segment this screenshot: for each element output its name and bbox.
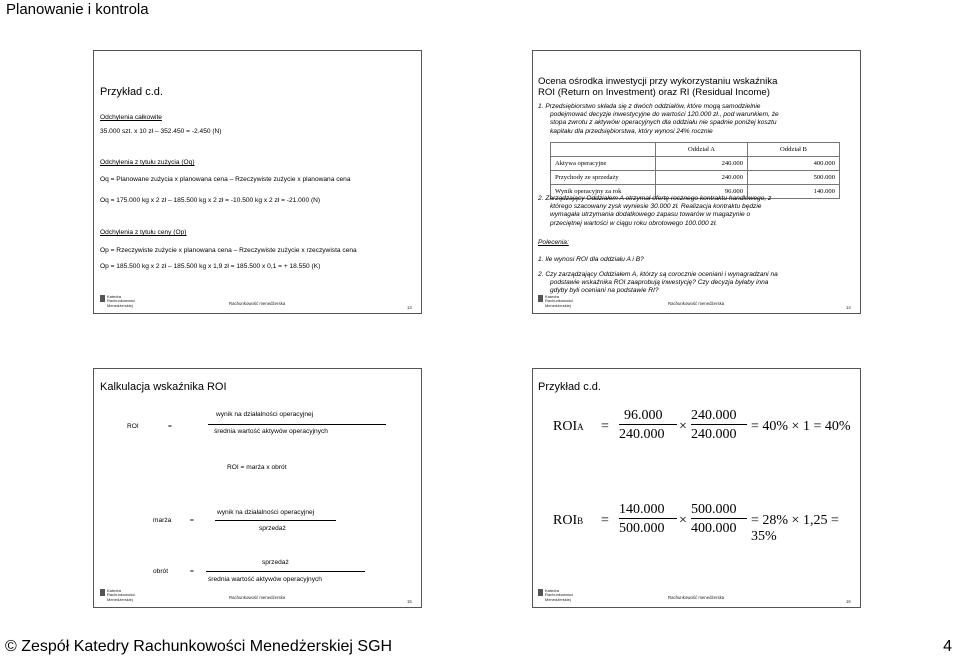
slide-14 bbox=[532, 50, 861, 314]
roi-label: ROI bbox=[127, 423, 139, 430]
footer-label: Rachunkowość menedżerska bbox=[229, 301, 286, 306]
page-header: Planowanie i kontrola bbox=[6, 1, 149, 18]
roi-denominator: średnia wartość aktywów operacyjnych bbox=[214, 428, 328, 435]
slide-title: Kalkulacja wskaźnika ROI bbox=[100, 381, 227, 393]
marza-denominator: sprzedaż bbox=[259, 525, 286, 532]
fraction-bar bbox=[691, 518, 747, 519]
times-sign: × bbox=[679, 513, 687, 528]
roi-a-numerator-2: 240.000 bbox=[691, 408, 737, 423]
slide-15 bbox=[93, 368, 422, 608]
roi-numerator: wynik na działalności operacyjnej bbox=[216, 411, 314, 418]
text-line: Odchylenia z tytułu ceny (Op) bbox=[100, 229, 187, 236]
slide-13 bbox=[93, 50, 422, 314]
page-number: 15 bbox=[407, 599, 412, 604]
obrot-numerator: sprzedaż bbox=[262, 559, 289, 566]
text-line: Odchylenia z tytułu zużycia (Oq) bbox=[100, 159, 195, 166]
roi-a-label: ROIA bbox=[553, 419, 584, 434]
text-line: Op = 185.500 kg x 2 zł – 185.500 kg x 1,9 zł = 185.500 x 0,1 = + 18.550 (K) bbox=[100, 263, 321, 270]
table-row: Wynik operacyjny za rok 96.000 140.000 bbox=[551, 185, 840, 199]
question-2: 2. Czy zarządzający Oddziałem A, którzy są corocznie oceniani i wynagradzani na podstawie wskaźnika ROI zaaprobują inwestycję? Czy decyzja byłaby inna gdyby byli oceniani na podstawie RI? bbox=[538, 271, 778, 295]
text-line: Odchylenia całkowite bbox=[100, 114, 162, 121]
page-number: 14 bbox=[846, 305, 851, 310]
page-number: 13 bbox=[407, 305, 412, 310]
department-logo: Katedra Rachunkowości Menedżerskiej bbox=[538, 589, 573, 602]
fraction-bar bbox=[215, 520, 336, 521]
data-table bbox=[550, 142, 840, 199]
roi-b-result: = 28% × 1,25 = 35% bbox=[751, 513, 839, 544]
marza-numerator: wynik na działalności operacyjnej bbox=[217, 509, 315, 516]
roi-a-result: = 40% × 1 = 40% bbox=[751, 419, 851, 434]
paragraph-1: 1. Przedsiębiorstwo składa się z dwóch oddziałów, które mogą samodzielnie podejmować decyzje inwestycyjne do wartości 120.000 zł., pod warunkiem, że stopa zwrotu z aktywów operacyjnych dla oddziału nie spadnie poniżej kosztu kapitału dla przedsiębiorstwa, który wynosi 24% rocznie bbox=[538, 103, 779, 135]
roi-formula: ROI = marża x obrót bbox=[227, 464, 287, 471]
slide-16 bbox=[532, 368, 861, 608]
footer-copyright: © Zespół Katedry Rachunkowości Menedżerskiej SGH bbox=[5, 638, 393, 655]
footer-label: Rachunkowość menedżerska bbox=[668, 595, 725, 600]
footer-page-number: 4 bbox=[943, 638, 952, 655]
fraction-bar bbox=[619, 424, 677, 425]
roi-b-denominator-2: 400.000 bbox=[691, 521, 737, 536]
fraction-bar bbox=[208, 424, 386, 425]
paragraph-2: 2. Zarządzający Oddziałem A otrzymał ofertę rocznego kontraktu handlowego, z którego szacowany zysk wyniesie 30.000 zł. Realizacja kontraktu będzie wymagała utrzymania dodatkowego zapasu towarów w magazynie o przeciętnej wartości w ciągu roku obrotowego 100.000 zł. bbox=[538, 195, 772, 227]
text-line: 35.000 szt. x 10 zł – 352.450 = -2.450 (N) bbox=[100, 128, 222, 135]
roi-b-denominator-1: 500.000 bbox=[619, 521, 665, 536]
footer-label: Rachunkowość menedżerska bbox=[229, 595, 286, 600]
text-line: Oq = Planowane zużycia x planowana cena – Rzeczywiste zużycie x planowana cena bbox=[100, 176, 351, 183]
roi-b-numerator-2: 500.000 bbox=[691, 502, 737, 517]
page-number: 16 bbox=[846, 599, 851, 604]
roi-a-numerator-1: 96.000 bbox=[624, 408, 663, 423]
marza-label: marża bbox=[153, 517, 172, 524]
department-logo: Katedra Rachunkowości Menedżerskiej bbox=[100, 295, 135, 308]
obrot-label: obrót bbox=[153, 568, 169, 575]
question-1: 1. Ile wynosi ROI dla oddziału A i B? bbox=[538, 256, 644, 263]
fraction-bar bbox=[206, 571, 365, 572]
roi-a-denominator-2: 240.000 bbox=[691, 427, 737, 442]
equals-sign: = bbox=[190, 568, 194, 575]
table-header-row: Oddział A Oddział B bbox=[551, 143, 840, 157]
equals-sign: = bbox=[168, 423, 172, 430]
footer-label: Rachunkowość menedżerska bbox=[668, 301, 725, 306]
instructions-heading: Polecenia: bbox=[538, 239, 569, 246]
department-logo: Katedra Rachunkowości Menedżerskiej bbox=[100, 589, 135, 602]
department-logo: Katedra Rachunkowości Menedżerskiej bbox=[538, 295, 573, 308]
table-row: Aktywa operacyjne 240.000 400.000 bbox=[551, 157, 840, 171]
fraction-bar bbox=[619, 518, 677, 519]
equals-sign: = bbox=[190, 517, 194, 524]
times-sign: × bbox=[679, 419, 687, 434]
roi-b-label: ROIB bbox=[553, 513, 584, 528]
text-line: Op = Rzeczywiste zużycie x planowana cena – Rzeczywiste zużycie x rzeczywista cena bbox=[100, 247, 357, 254]
slide-title: Przykład c.d. bbox=[538, 381, 601, 393]
slide-title: Przykład c.d. bbox=[100, 86, 163, 98]
equals-sign: = bbox=[601, 513, 609, 528]
roi-a-denominator-1: 240.000 bbox=[619, 427, 665, 442]
table-row: Przychody ze sprzedaży 240.000 500.000 bbox=[551, 171, 840, 185]
roi-b-numerator-1: 140.000 bbox=[619, 502, 665, 517]
text-line: Oq = 175.000 kg x 2 zł – 185.500 kg x 2 zł = -10.500 kg x 2 zł = -21.000 (N) bbox=[100, 197, 321, 204]
slide-title: Ocena ośrodka inwestycji przy wykorzystaniu wskaźnika ROI (Return on Investment) oraz RI (Residual Income) bbox=[538, 76, 778, 98]
fraction-bar bbox=[691, 424, 747, 425]
obrot-denominator: średnia wartość aktywów operacyjnych bbox=[208, 576, 322, 583]
equals-sign: = bbox=[601, 419, 609, 434]
